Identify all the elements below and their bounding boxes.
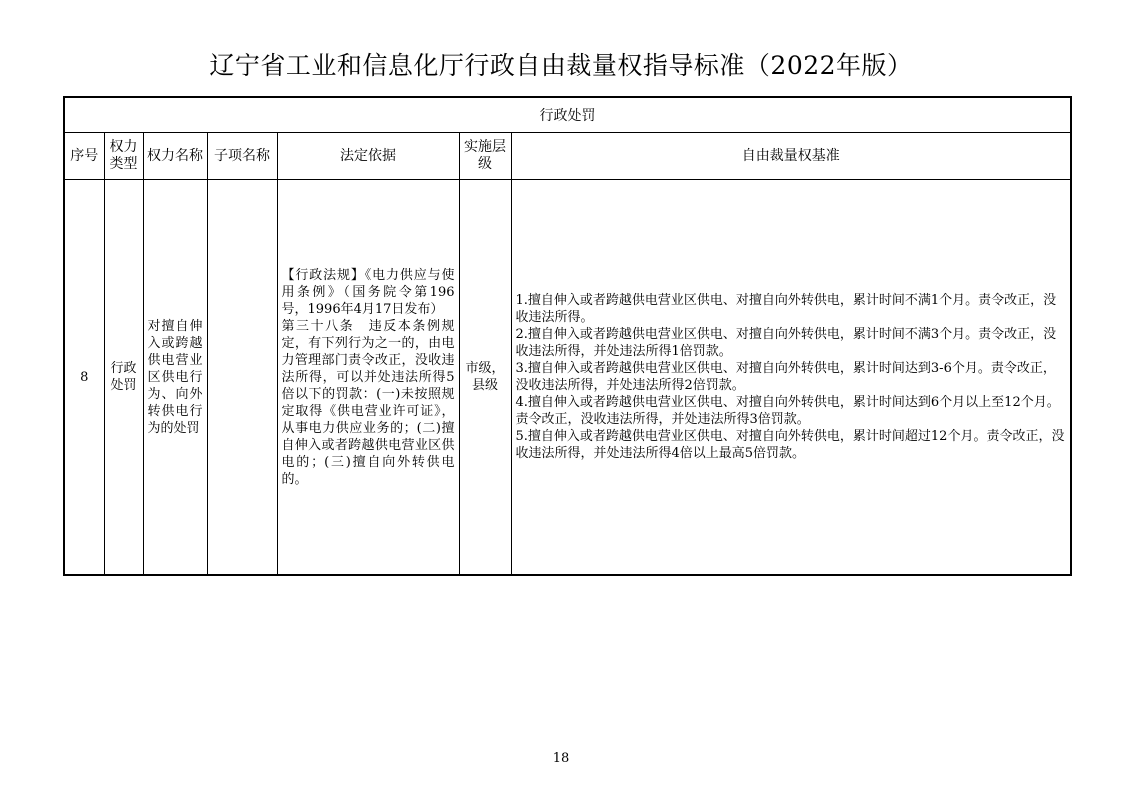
standard-item: 2.擅自伸入或者跨越供电营业区供电、对擅自向外转供电，累计时间不满3个月。责令改正，没收违法所得，并处违法所得1倍罚款。 [515, 327, 1057, 359]
category-header: 行政处罚 [64, 97, 1071, 133]
header-sub: 子项名称 [207, 133, 277, 180]
page-title: 辽宁省工业和信息化厅行政自由裁量权指导标准（2022年版） [209, 51, 913, 80]
header-standard: 自由裁量权基准 [511, 133, 1071, 180]
row-type: 行政处罚 [104, 180, 143, 576]
header-seq: 序号 [64, 133, 104, 180]
standard-item: 5.擅自伸入或者跨越供电营业区供电、对擅自向外转供电，累计时间超过12个月。责令改正，没收违法所得，并处违法所得4倍以上最高5倍罚款。 [515, 429, 1065, 461]
header-level: 实施层级 [459, 133, 511, 180]
page-number: 18 [552, 751, 570, 766]
row-legal-basis: 【行政法规】《电力供应与使用条例》（国务院令第196号，1996年4月17日发布） 第三十八条 违反本条例规定，有下列行为之一的，由电力管理部门责令改正，没收违法所得，可以并处违法所得5倍以下的罚款：(一)未按照规定取得《供电营业许可证》，从事电力供应业务的；(二)擅自伸入或者跨越供电营业区供电的；(三)擅自向外转供电的。 [277, 180, 459, 576]
header-name: 权力名称 [143, 133, 207, 180]
row-standards [511, 180, 1071, 576]
row-level: 市级，县级 [459, 180, 511, 576]
standard-item: 1.擅自伸入或者跨越供电营业区供电、对擅自向外转供电，累计时间不满1个月。责令改正，没收违法所得。 [515, 293, 1057, 325]
table-row [64, 180, 1071, 576]
standard-item: 3.擅自伸入或者跨越供电营业区供电、对擅自向外转供电，累计时间达到3-6个月。责令改正，没收违法所得，并处违法所得2倍罚款。 [515, 361, 1056, 393]
table-header-row [64, 133, 1071, 180]
row-sub [207, 180, 277, 576]
header-type: 权力类型 [104, 133, 143, 180]
standard-item: 4.擅自伸入或者跨越供电营业区供电、对擅自向外转供电，累计时间达到6个月以上至12个月。责令改正，没收违法所得，并处违法所得3倍罚款。 [515, 395, 1060, 427]
discretion-standard-table [63, 96, 1072, 576]
row-name: 对擅自伸入或跨越供电营业区供电行为、向外转供电行为的处罚 [143, 180, 207, 576]
header-basis: 法定依据 [277, 133, 459, 180]
row-seq: 8 [64, 180, 104, 576]
